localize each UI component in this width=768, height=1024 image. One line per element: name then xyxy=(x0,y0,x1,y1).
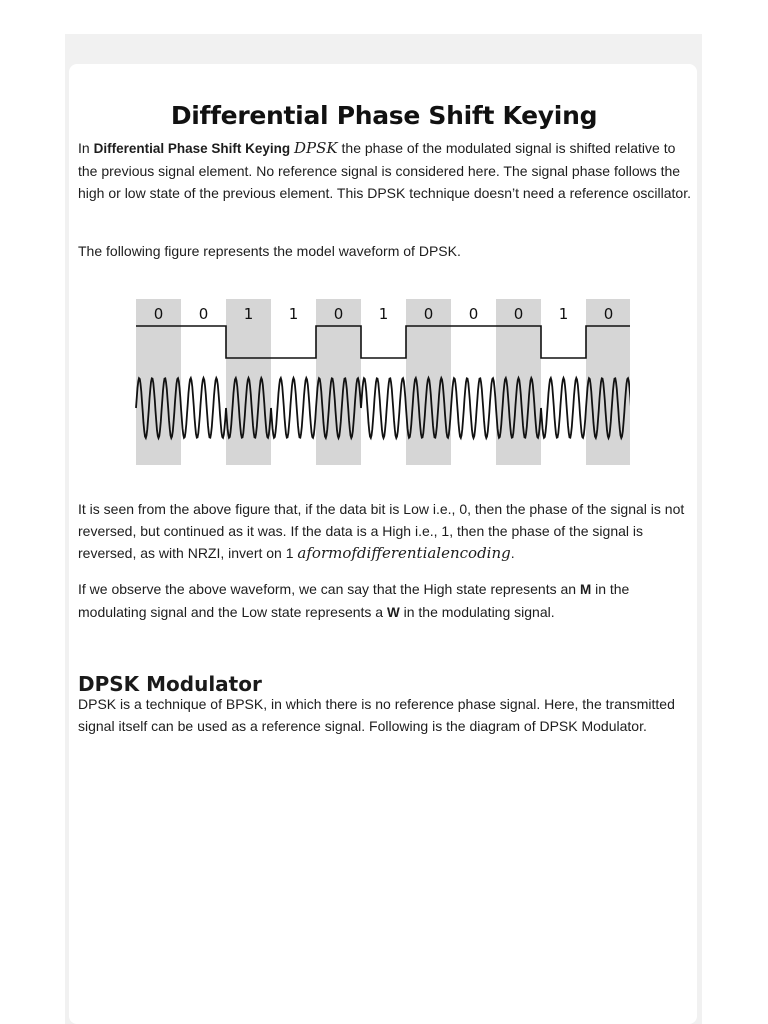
bit-label: 0 xyxy=(198,305,209,323)
dpsk-waveform-figure xyxy=(134,299,630,470)
bit-label: 1 xyxy=(243,305,254,323)
shaded-bit-column xyxy=(406,299,451,465)
explanation-period: . xyxy=(510,545,515,561)
shaded-bit-column xyxy=(496,299,541,465)
bit-label: 0 xyxy=(513,305,524,323)
modulator-paragraph: DPSK is a technique of BPSK, in which there is no reference phase signal. Here, the transmitted signal itself can be used as a reference signal. Following is the diagram of DPSK Modulator. xyxy=(78,696,675,734)
observe-bold-m: M xyxy=(579,582,592,597)
bit-label: 1 xyxy=(558,305,569,323)
explanation-paragraph xyxy=(78,498,692,564)
bit-label: 0 xyxy=(423,305,434,323)
intro-term: Differential Phase Shift Keying xyxy=(93,141,291,156)
intro-text-end: the phase of the modulated signal is shifted relative to the previous signal element. No reference signal is considered here. The signal phase follows the high or low state of the previous element. This DPSK technique doesn’t need a reference oscillator. xyxy=(78,140,691,201)
intro-math: DPSK xyxy=(294,139,338,157)
observe-bold-w: W xyxy=(386,605,400,620)
bit-label: 0 xyxy=(333,305,344,323)
intro-paragraph xyxy=(78,137,692,204)
dpsk-waveform-svg xyxy=(134,299,630,465)
intro-text-start: In xyxy=(78,140,94,156)
shaded-bit-column xyxy=(586,299,630,465)
bit-label: 1 xyxy=(288,305,299,323)
observe-paragraph xyxy=(78,578,692,624)
observe-text-2: in the modulating signal and the Low state represents a xyxy=(78,581,630,620)
observe-text-1: If we observe the above waveform, we can say that the High state represents an xyxy=(78,581,580,597)
bit-label: 1 xyxy=(378,305,389,323)
dpsk-carrier-wave xyxy=(136,378,630,438)
bit-label: 0 xyxy=(468,305,479,323)
explanation-text: It is seen from the above figure that, if the data bit is Low i.e., 0, then the phase of the signal is not reversed, but continued as it was. If the data is a High i.e., 1, then the phase of the signal is reversed, as with NRZI, invert on 1 xyxy=(78,501,685,561)
modulator-heading: DPSK Modulator xyxy=(78,671,262,696)
explanation-math: aformofdifferentialencoding xyxy=(297,544,511,562)
figure-intro-paragraph: The following figure represents the model waveform of DPSK. xyxy=(78,243,461,259)
nrzi-level-line xyxy=(136,326,630,358)
bit-label: 0 xyxy=(603,305,614,323)
shaded-bit-column xyxy=(226,299,271,465)
page-title: Differential Phase Shift Keying xyxy=(170,100,598,130)
observe-text-3: in the modulating signal. xyxy=(399,604,555,620)
bit-label: 0 xyxy=(153,305,164,323)
